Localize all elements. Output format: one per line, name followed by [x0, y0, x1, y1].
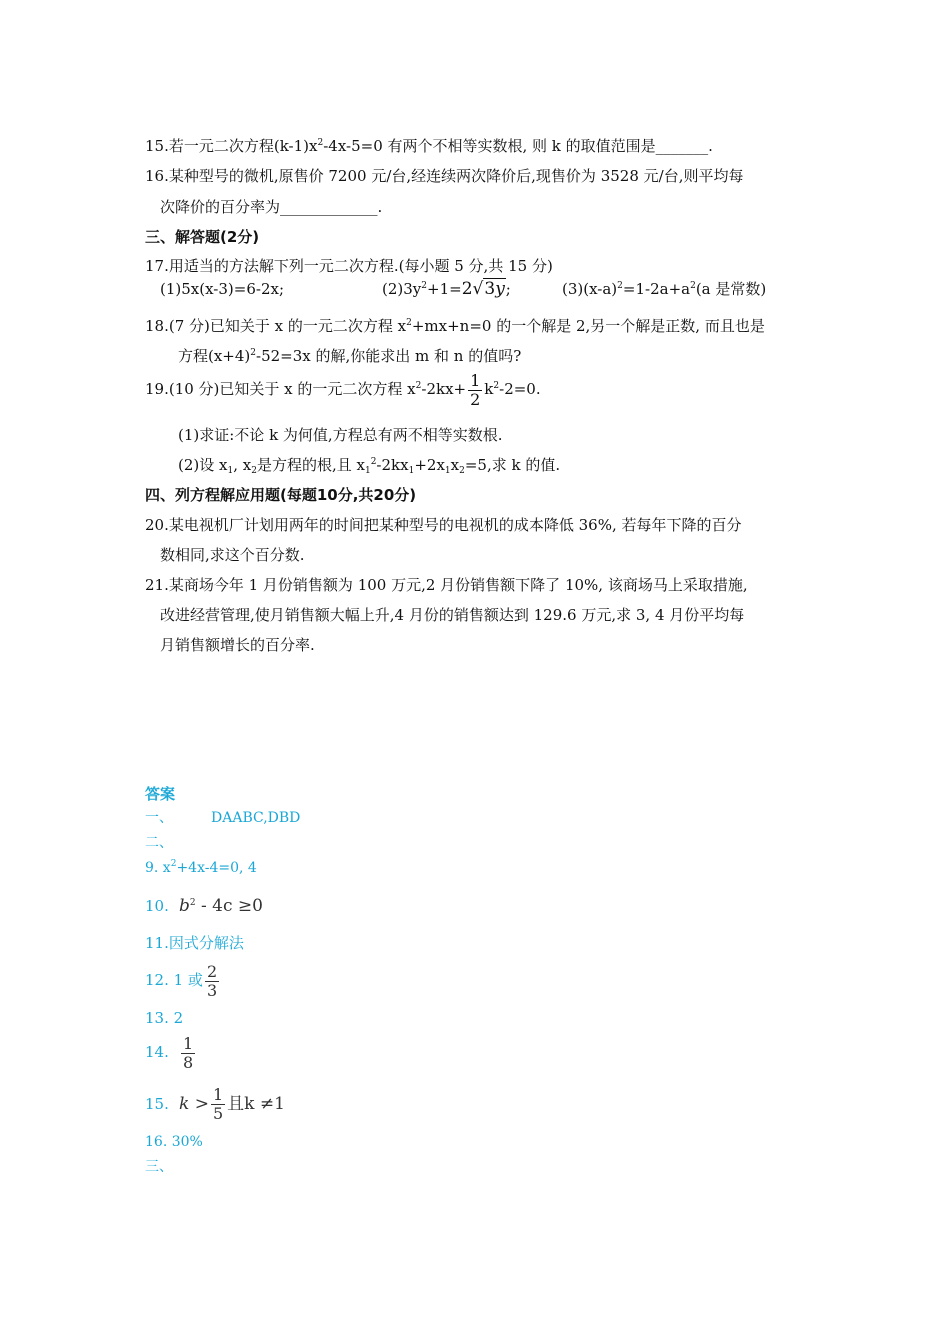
answer-13: 13. 2 — [145, 1009, 184, 1027]
answer-section-1: 一、 DAABC,DBD — [145, 810, 301, 826]
section-4-heading: 四、列方程解应用题(每题10分,共20分) — [145, 486, 417, 504]
question-21-line2: 改进经营管理,使月销售额大幅上升,4 月份的销售额达到 129.6 万元,求 3, 4 月份平均每 — [160, 606, 745, 624]
answer-10: 10. $b^2 - 4c \ge 0$ — [145, 896, 263, 916]
q17-part-1: (1)5x(x-3)=6-2x; — [160, 280, 284, 298]
question-15: 15.若一元二次方程$(k-1)x^2-4x-5=0$ 有两个不相等实数根, 则 k 的取值范围是_______. — [145, 137, 713, 155]
question-19: 19.(10 分)已知关于 x 的一元二次方程 $x^2-2kx+$ $\frac{1}{2}$ $k^2-2=0$. — [145, 370, 541, 409]
question-17: 17.用适当的方法解下列一元二次方程.(每小题 5 分,共 15 分) — [145, 257, 553, 275]
answer-15: 15. k > $\frac{1}{5}$ 且k ≠1 — [145, 1085, 285, 1123]
question-21-line1: 21.某商场今年 1 月份销售额为 100 万元,2 月份销售额下降了 10%, 该商场马上采取措施, — [145, 576, 748, 594]
question-18-line1: 18.(7 分)已知关于 x 的一元二次方程 $x^2+mx+n=0$ 的一个解是 2,另一个解是正数, 而且也是 — [145, 317, 765, 335]
fraction-one-half: $\frac{1}{2}$ — [470, 370, 481, 409]
q17-part-3: $(3)(x-a)^2=1-2a+a^2(a$ 是常数) — [562, 280, 767, 298]
fraction-one-eighth: $\frac{1}{8}$ — [183, 1033, 194, 1072]
question-20-line2: 数相同,求这个百分数. — [160, 546, 305, 564]
answer-12: 12. 1 或 $\frac{2}{3}$ — [145, 961, 218, 1000]
question-17-parts — [160, 279, 766, 299]
q17-part-2: $(2)3y^2+1=2√3y$; — [382, 279, 511, 299]
answer-9: 9. $x^2+4x-4=0$, 4 — [145, 859, 257, 876]
sqrt-expression: 2√3y — [461, 279, 505, 299]
question-21-line3: 月销售额增长的百分率. — [160, 636, 315, 654]
question-20-line1: 20.某电视机厂计划用两年的时间把某种型号的电视机的成本降低 36%, 若每年下降的百分 — [145, 516, 742, 534]
question-19-part1: (1)求证:不论 k 为何值,方程总有两不相等实数根. — [178, 426, 503, 444]
answer-14: 14. $\frac{1}{8}$ — [145, 1033, 194, 1072]
answers-title: 答案 — [145, 785, 176, 803]
answer-section-2: 二、 — [145, 835, 173, 851]
question-18-line2: 方程$(x+4)^2-52=3x$ 的解,你能求出 m 和 n 的值吗? — [178, 347, 522, 365]
question-19-part2: (2)设 $x_1$, $x_2$是方程的根,且 $x_1^2-2kx_1+2x_1x_2=5$,求 k 的值. — [178, 456, 561, 476]
fraction-two-thirds: $\frac{2}{3}$ — [206, 961, 218, 1000]
question-16-line1: 16.某种型号的微机,原售价 7200 元/台,经连续两次降价后,现售价为 3528 元/台,则平均每 — [145, 167, 744, 185]
fraction-one-fifth: $\frac{1}{5}$ — [212, 1085, 224, 1123]
answer-section-3: 三、 — [145, 1159, 173, 1175]
answer-11: 11.因式分解法 — [145, 934, 244, 952]
answer-16: 16. 30% — [145, 1134, 203, 1150]
section-3-heading: 三、解答题(2分) — [145, 228, 260, 246]
question-16-line2: 次降价的百分率为_____________. — [160, 198, 383, 216]
